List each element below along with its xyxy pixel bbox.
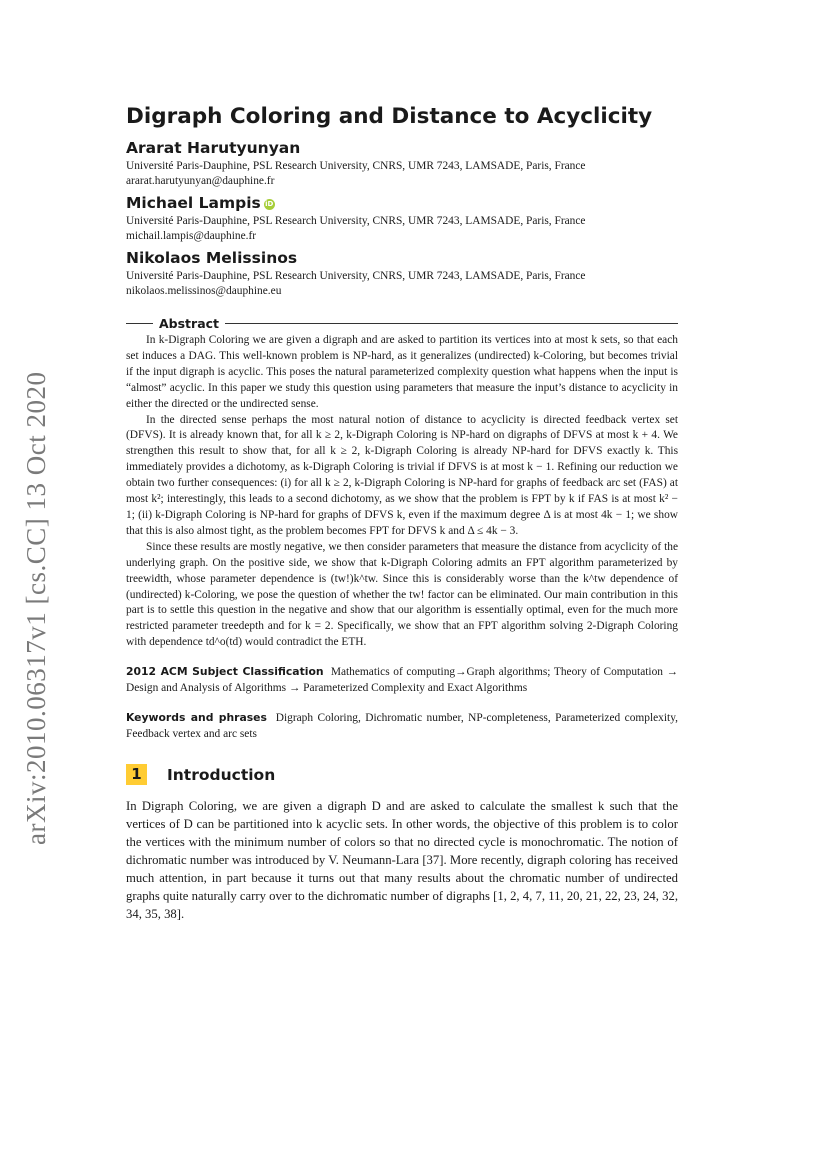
classification-label: 2012 ACM Subject Classification [126,665,324,679]
keywords [126,710,678,743]
author-email[interactable]: nikolaos.melissinos@dauphine.eu [126,285,282,297]
author-affiliation: Université Paris-Dauphine, PSL Research University, CNRS, UMR 7243, LAMSADE, Paris, France [126,270,586,282]
abstract-paragraph: Since these results are mostly negative, we then consider parameters that measure the distance from acyclicity of the underlying graph. On the positive side, we show that k-Digraph Coloring admits an FPT algorithm parameterized by treewidth, whose parameter dependence is (tw!)k^tw. Since this is considerably worse than the k^tw dependence of (undirected) k-Coloring, we pose the question of whether the tw! factor can be eliminated. Our main contribution in this part is to settle this question in the negative and show that our algorithm is essentially optimal, even for the much more restricted parameter treedepth and for k = 2. Specifically, we show that an FPT algorithm solving 2-Digraph Coloring with dependence td^o(td) would contradict the ETH. [126,540,678,649]
acm-classification [126,664,678,697]
author-name: Michael Lampis [126,194,261,212]
keywords-text: Digraph Coloring, Dichromatic number, NP-completeness, Parameterized complexity, Feedback vertex and arc sets [126,711,678,740]
paper-content [126,100,678,923]
author-name: Ararat Harutyunyan [126,139,301,157]
rule-divider [126,323,153,324]
intro-body [126,797,678,923]
section-title: Introduction [167,765,276,784]
section-number: 1 [126,764,147,785]
arxiv-stamp: arXiv:2010.06317v1 [cs.CC] 13 Oct 2020 [21,371,51,845]
author-affiliation: Université Paris-Dauphine, PSL Research University, CNRS, UMR 7243, LAMSADE, Paris, France [126,160,586,172]
abstract-body [126,333,678,651]
orcid-icon[interactable]: iD [265,200,274,208]
section-heading [126,763,678,787]
abstract-paragraph: In the directed sense perhaps the most natural notion of distance to acyclicity is directed feedback vertex set (DFVS). It is already known that, for all k ≥ 2, k-Digraph Coloring is NP-hard on digraphs of DFVS at most k + 4. We strengthen this result to show that, for all k ≥ 2, k-Digraph Coloring is already NP-hard for DFVS exactly k. This immediately provides a dichotomy, as k-Digraph Coloring is trivial if DFVS is at most k − 1. Refining our reduction we obtain two further consequences: (i) for all k ≥ 2, k-Digraph Coloring is NP-hard for graphs of feedback arc set (FAS) at most k²; interestingly, this leads to a second dichotomy, as we show that the problem is FPT by k if FAS is at most k² − 1; (ii) k-Digraph Coloring is NP-hard for graphs of DFVS k, even if the maximum degree Δ is at most 4k − 1; we show that this is also almost tight, as the problem becomes FPT for DFVS k and Δ ≤ 4k − 3. [126,413,678,537]
abstract-paragraph: In k-Digraph Coloring we are given a digraph and are asked to partition its vertices into at most k sets, so that each set induces a DAG. This well-known problem is NP-hard, as it generalizes (undirected) k-Coloring, but becomes trivial if the input digraph is acyclic. This poses the natural parameterized complexity question what happens when the input is “almost” acyclic. In this paper we study this question using parameters that measure the input’s distance to acyclicity in either the directed or the undirected sense. [126,334,678,410]
author-affiliation: Université Paris-Dauphine, PSL Research University, CNRS, UMR 7243, LAMSADE, Paris, France [126,215,586,227]
author-block [126,138,678,189]
author-email[interactable]: ararat.harutyunyan@dauphine.fr [126,175,275,187]
classification-text: Mathematics of computing→Graph algorithms; Theory of Computation → Design and Analysis of Algorithms → Parameterized Complexity and Exact Algorithms [126,666,678,695]
author-block [126,248,678,299]
keywords-label: Keywords and phrases [126,710,267,724]
rule-divider [225,323,678,324]
abstract-heading [126,313,678,333]
abstract-title: Abstract [159,315,220,331]
author-block [126,193,678,244]
intro-paragraph: In Digraph Coloring, we are given a digraph D and are asked to calculate the smallest k such that the vertices of D can be partitioned into k acyclic sets. In other words, the objective of this problem is to color the vertices with the minimum number of colors so that no directed cycle is monochromatic. The notion of dichromatic number was introduced by V. Neumann-Lara [37]. More recently, digraph coloring has received much attention, in part because it turns out that many results about the chromatic number of undirected graphs quite naturally carry over to the dichromatic number of digraphs [1, 2, 4, 7, 11, 20, 21, 22, 23, 24, 32, 34, 35, 38]. [126,798,678,921]
author-email[interactable]: michail.lampis@dauphine.fr [126,230,257,242]
author-name: Nikolaos Melissinos [126,249,298,267]
paper-title: Digraph Coloring and Distance to Acyclicity [126,104,653,129]
